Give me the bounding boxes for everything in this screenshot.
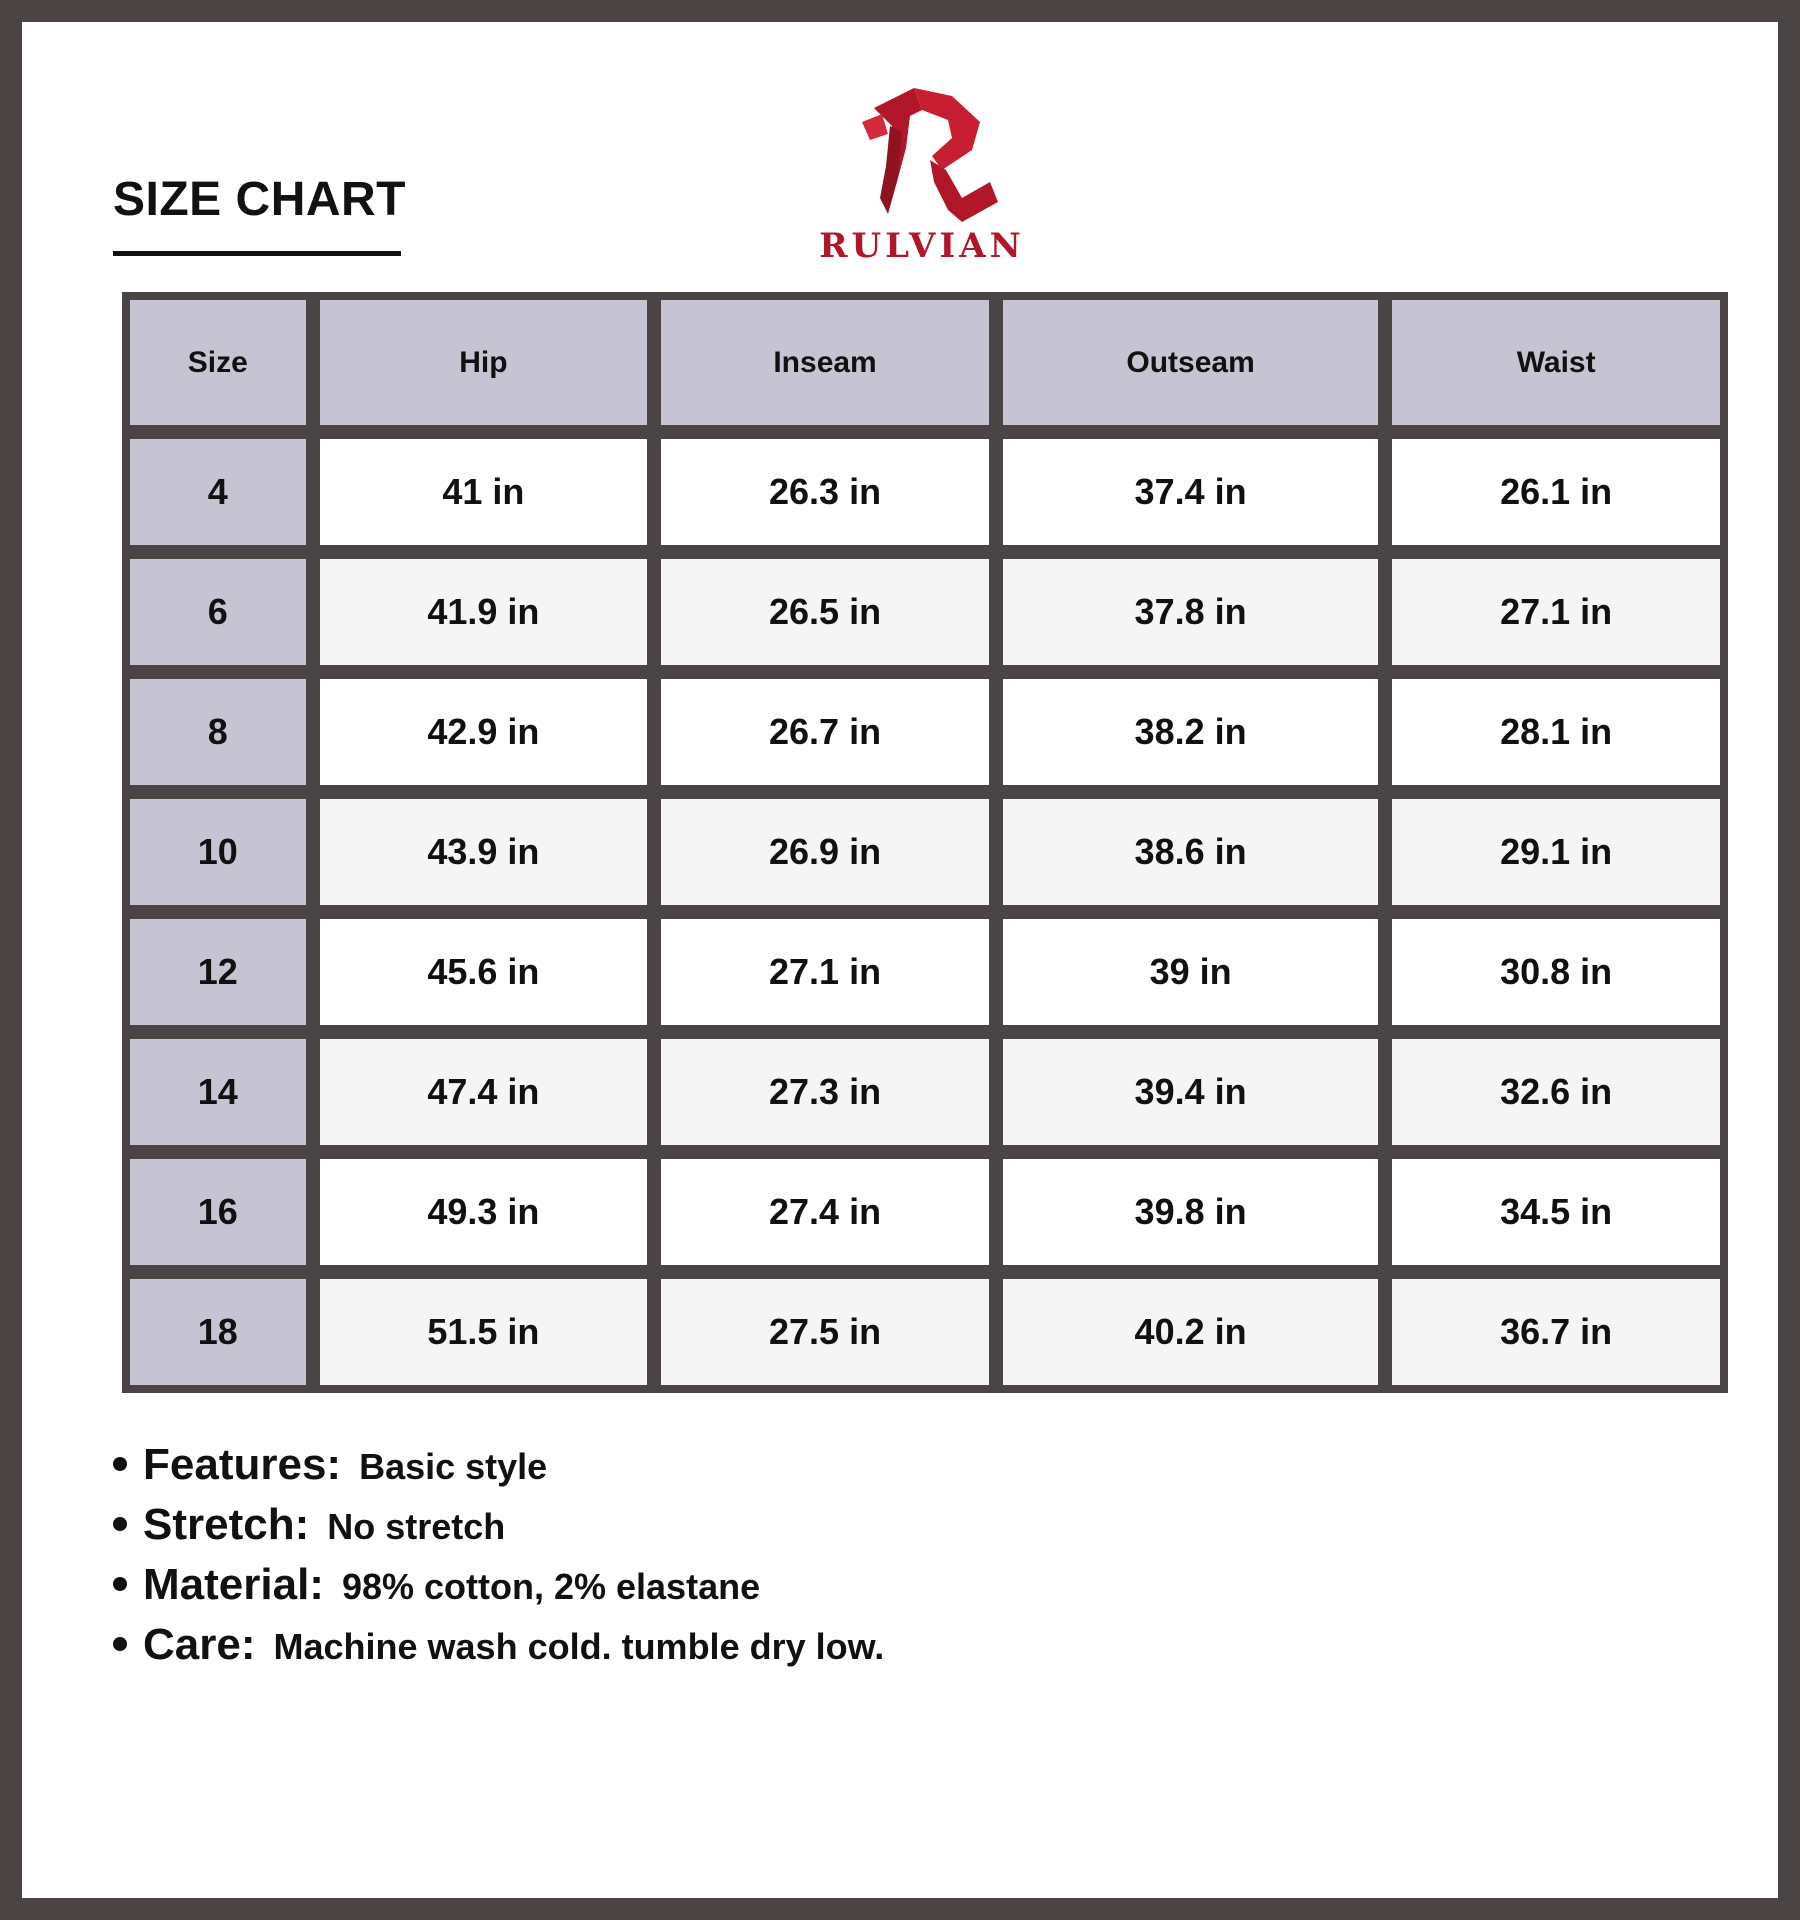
- waist-cell: 27.1 in: [1392, 559, 1720, 665]
- outseam-cell: 38.6 in: [1003, 799, 1378, 905]
- hip-cell: 49.3 in: [320, 1159, 648, 1265]
- header-inseam: Inseam: [661, 300, 989, 425]
- product-notes-list: [113, 1440, 884, 1680]
- outseam-cell: 37.8 in: [1003, 559, 1378, 665]
- table-row: [130, 1159, 1720, 1265]
- header-outseam: Outseam: [1003, 300, 1378, 425]
- size-cell: 14: [130, 1039, 306, 1145]
- hip-cell: 41.9 in: [320, 559, 648, 665]
- waist-cell: 28.1 in: [1392, 679, 1720, 785]
- hip-cell: 43.9 in: [320, 799, 648, 905]
- size-cell: 10: [130, 799, 306, 905]
- table-row: [130, 799, 1720, 905]
- bullet-icon: [113, 1577, 127, 1591]
- page-title: SIZE CHART: [113, 173, 406, 226]
- brand-name: RULVIAN: [819, 226, 1025, 266]
- size-table-container: [122, 292, 1728, 1393]
- bullet-icon: [113, 1457, 127, 1471]
- inseam-cell: 27.4 in: [661, 1159, 989, 1265]
- size-cell: 8: [130, 679, 306, 785]
- table-row: [130, 559, 1720, 665]
- table-row: [130, 679, 1720, 785]
- size-cell: 4: [130, 439, 306, 545]
- table-row: [130, 439, 1720, 545]
- note-label: Stretch:: [143, 1500, 310, 1549]
- table-header-row: [130, 300, 1720, 425]
- note-value: Basic style: [359, 1446, 548, 1487]
- hip-cell: 45.6 in: [320, 919, 648, 1025]
- inseam-cell: 26.9 in: [661, 799, 989, 905]
- note-value: Machine wash cold. tumble dry low.: [273, 1626, 885, 1667]
- waist-cell: 29.1 in: [1392, 799, 1720, 905]
- note-label: Care:: [143, 1620, 256, 1669]
- waist-cell: 26.1 in: [1392, 439, 1720, 545]
- size-cell: 12: [130, 919, 306, 1025]
- inseam-cell: 27.3 in: [661, 1039, 989, 1145]
- brand-logo: [802, 86, 1042, 272]
- waist-cell: 34.5 in: [1392, 1159, 1720, 1265]
- outseam-cell: 39.8 in: [1003, 1159, 1378, 1265]
- outseam-cell: 38.2 in: [1003, 679, 1378, 785]
- waist-cell: 36.7 in: [1392, 1279, 1720, 1385]
- hip-cell: 51.5 in: [320, 1279, 648, 1385]
- waist-cell: 30.8 in: [1392, 919, 1720, 1025]
- bullet-icon: [113, 1517, 127, 1531]
- header-waist: Waist: [1392, 300, 1720, 425]
- stylized-r-logo-icon: [802, 86, 1042, 226]
- note-label: Features:: [143, 1440, 342, 1489]
- inseam-cell: 26.7 in: [661, 679, 989, 785]
- hip-cell: 47.4 in: [320, 1039, 648, 1145]
- list-item: [113, 1560, 884, 1620]
- size-table: [116, 286, 1734, 1399]
- inseam-cell: 27.5 in: [661, 1279, 989, 1385]
- note-value: No stretch: [327, 1506, 506, 1547]
- list-item: [113, 1620, 884, 1680]
- header-size: Size: [130, 300, 306, 425]
- title-underline: [113, 251, 401, 256]
- hip-cell: 42.9 in: [320, 679, 648, 785]
- outseam-cell: 37.4 in: [1003, 439, 1378, 545]
- size-cell: 18: [130, 1279, 306, 1385]
- inseam-cell: 26.5 in: [661, 559, 989, 665]
- inseam-cell: 27.1 in: [661, 919, 989, 1025]
- size-cell: 16: [130, 1159, 306, 1265]
- outseam-cell: 40.2 in: [1003, 1279, 1378, 1385]
- bullet-icon: [113, 1637, 127, 1651]
- note-value: 98% cotton, 2% elastane: [341, 1566, 761, 1607]
- table-row: [130, 1279, 1720, 1385]
- table-row: [130, 919, 1720, 1025]
- list-item: [113, 1500, 884, 1560]
- note-label: Material:: [143, 1560, 324, 1609]
- hip-cell: 41 in: [320, 439, 648, 545]
- list-item: [113, 1440, 884, 1500]
- table-row: [130, 1039, 1720, 1145]
- header-hip: Hip: [320, 300, 648, 425]
- outseam-cell: 39 in: [1003, 919, 1378, 1025]
- waist-cell: 32.6 in: [1392, 1039, 1720, 1145]
- outseam-cell: 39.4 in: [1003, 1039, 1378, 1145]
- inseam-cell: 26.3 in: [661, 439, 989, 545]
- size-cell: 6: [130, 559, 306, 665]
